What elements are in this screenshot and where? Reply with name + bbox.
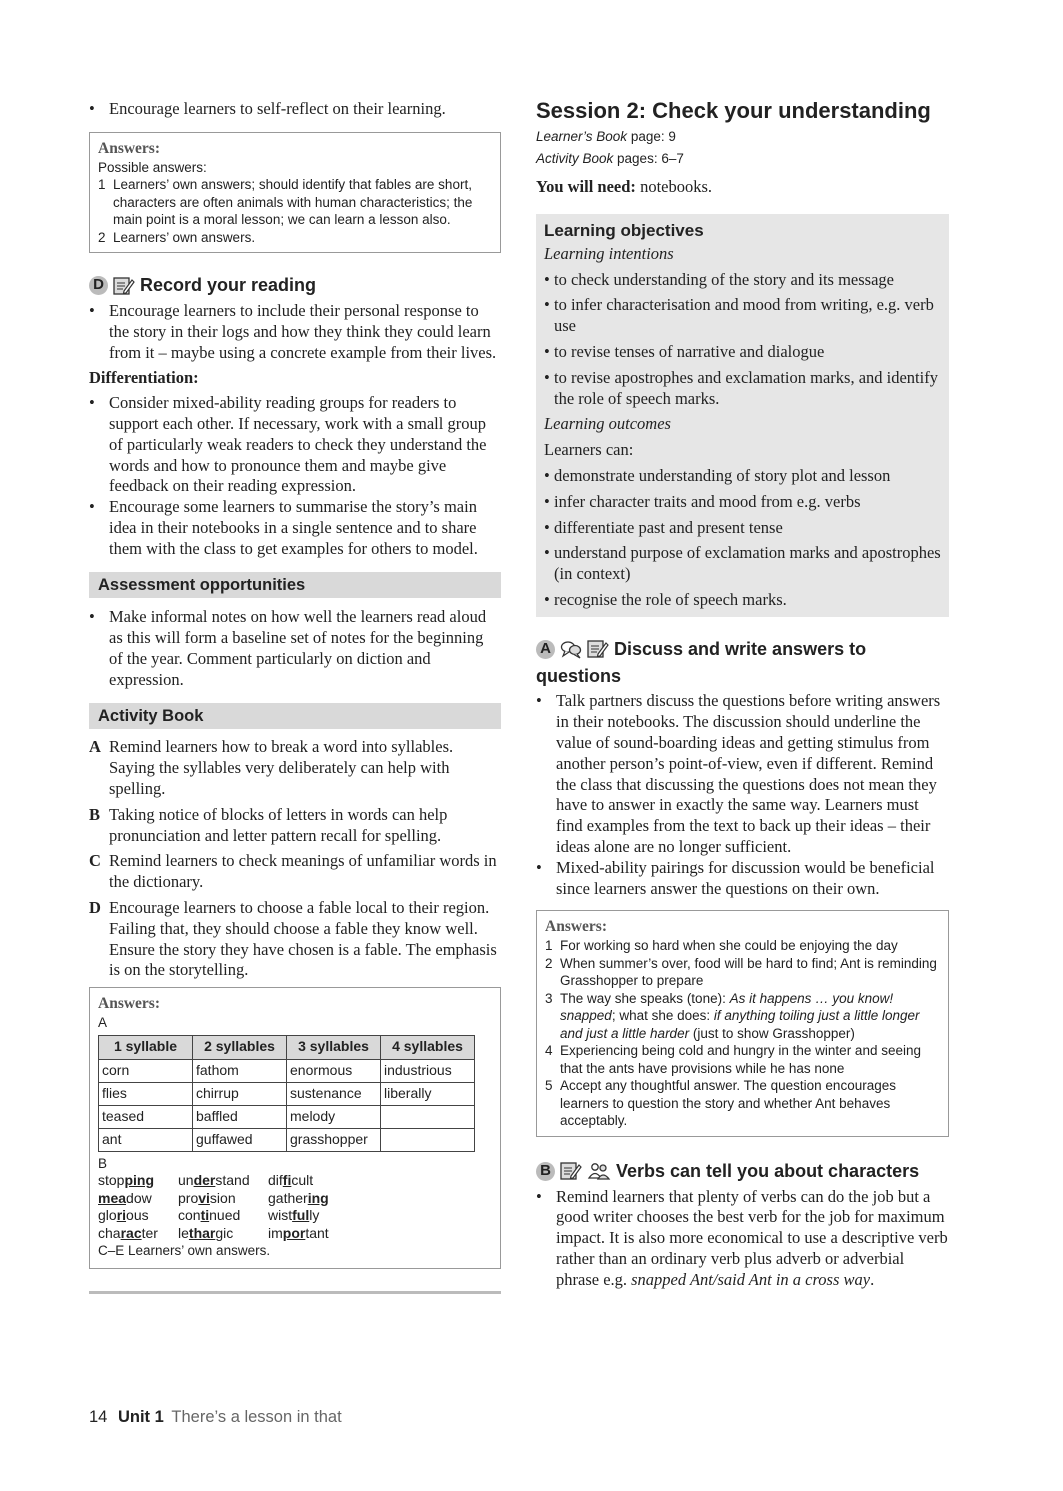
learners-book-line: Learner’s Book page: 9 (536, 129, 676, 144)
answer-item: 5 Accept any thoughtful answer. The question encourages learners to question the story and whether Ant behaves acceptably. (545, 1078, 896, 1129)
differentiation-bullet: • Consider mixed-ability reading groups for readers to support each other. If necessary, work with a small group of particularly weak readers to check they understand the words and how to pronounce them and maybe give feedback on their reading expression. (89, 393, 501, 497)
discuss-bullet: • Mixed-ability pairings for discussion would be beneficial since learners answer the questions on their own. (536, 858, 949, 900)
record-bullets (89, 301, 501, 363)
table-row: ant guffawed grasshopper (99, 1128, 475, 1151)
answers-a-label: A (98, 1015, 108, 1031)
syllable-word: gathering (268, 1189, 329, 1206)
speech-bubbles-icon (560, 639, 582, 659)
answer-item: 1 Learners’ own answers; should identify that fables are short, characters are often animals with human characteristics; the main point is a moral lesson; we can learn a lesson also. (98, 177, 473, 228)
assessment-heading: Assessment opportunities (89, 572, 501, 599)
syllable-word: lethargic (178, 1224, 234, 1241)
answers-box-1 (89, 132, 501, 254)
answers-box-2 (89, 987, 501, 1269)
discuss-title-line1: Discuss and write answers to (614, 638, 867, 659)
unit-label: Unit 1 (117, 1408, 164, 1426)
objectives-heading: Learning objectives (544, 220, 704, 240)
answers-title: Answers: (98, 139, 160, 157)
verbs-title: Verbs can tell you about characters (616, 1160, 920, 1181)
answers-title: Answers: (545, 918, 607, 936)
outcome-item: • understand purpose of exclamation marks and apostrophes (in context) (544, 543, 941, 585)
discuss-bullet: • Talk partners discuss the questions before writing answers in their notebooks. The discussion should underline the value of sound-boarding ideas and getting stimulus from another person’s point-of-view, even if different. Remind the class that discussing the questions does not mean they have to answer in exactly the same way. Learners must find examples from the text to back up their ideas – their ideas alone are no longer sufficient. (536, 691, 949, 857)
assessment-bullet: • Make informal notes on how well the learners read aloud as this will form a baseline set of notes for the beginning of the year. Comment particularly on diction and expression. (89, 607, 501, 690)
intention-item: • to revise tenses of narrative and dialogue (544, 342, 941, 363)
verbs-heading (536, 1161, 949, 1182)
answer-item: 4 Experiencing being cold and hungry in the winter and seeing that the ants have provisions while he has none (545, 1043, 921, 1076)
syllable-word: understand (178, 1172, 250, 1189)
activity-book-list (89, 737, 501, 981)
intentions-list (544, 270, 941, 410)
learning-objectives-box (536, 214, 949, 617)
record-bullet: • Encourage learners to include their personal response to the story in their logs and how they think they could learn from it – maybe using a concrete example from their lives. (89, 301, 501, 363)
activity-book-line: Activity Book pages: 6–7 (536, 151, 684, 166)
table-header: 3 syllables (287, 1035, 381, 1059)
column-rule (89, 1291, 501, 1294)
syllable-word: continued (178, 1207, 241, 1224)
activity-book-heading: Activity Book (89, 703, 501, 730)
table-row: teased baffled melody (99, 1105, 475, 1128)
outcome-item: • demonstrate understanding of story plot and lesson (544, 466, 941, 487)
activity-item: B Taking notice of blocks of letters in words can help pronunciation and letter pattern recall for spelling. (89, 804, 448, 845)
syllable-word: important (268, 1224, 329, 1241)
intro-bullet: • Encourage learners to self-reflect on their learning. (89, 99, 501, 120)
d-badge-icon: D (89, 276, 108, 295)
learners-can: Learners can: (544, 440, 634, 460)
assessment-bullets (89, 607, 501, 690)
syllable-table (98, 1035, 475, 1152)
outcome-item: • recognise the role of speech marks. (544, 590, 941, 611)
left-column (89, 96, 501, 1294)
answers-title: Answers: (98, 995, 160, 1013)
table-header: 1 syllable (99, 1035, 193, 1059)
write-icon (560, 1161, 582, 1181)
write-icon (587, 639, 609, 659)
discuss-heading (536, 639, 949, 660)
outcomes-list (544, 466, 941, 611)
table-row: flies chirrup sustenance liberally (99, 1082, 475, 1105)
table-row: corn fathom enormous industrious (99, 1059, 475, 1082)
answer-item: 2 Learners’ own answers. (98, 229, 256, 245)
verbs-bullets (536, 1187, 949, 1291)
syllable-word: meadow (98, 1189, 152, 1206)
outcome-item: • differentiate past and present tense (544, 518, 941, 539)
possible-answers-label: Possible answers: (98, 159, 207, 175)
discuss-title-line2: questions (536, 665, 622, 686)
verbs-bullet: • Remind learners that plenty of verbs can do the job but a good writer chooses the best verb for the job for maximum impact. It is also more economical to use a descriptive verb rather than an ordinary verb plus adverb or adverbial phrase e.g. snapped Ant/said Ant in a cross way. (536, 1187, 949, 1291)
page-footer (89, 1408, 342, 1427)
activity-item: C Remind learners to check meanings of unfamiliar words in the dictionary. (89, 851, 497, 892)
intro-bullet-list (89, 99, 501, 120)
discuss-bullets (536, 691, 949, 899)
answers-b-label: B (98, 1155, 108, 1171)
record-reading-title: Record your reading (140, 275, 317, 296)
intention-item: • to infer characterisation and mood from writing, e.g. verb use (544, 295, 941, 337)
differentiation-bullet: • Encourage some learners to summarise the story’s main idea in their notebooks in a single sentence and to share them with the class to get examples for others to model. (89, 497, 501, 559)
outcomes-label: Learning outcomes (544, 414, 671, 434)
syllable-word: wistfully (268, 1207, 320, 1224)
differentiation-bullets (89, 393, 501, 559)
page-number: 14 (89, 1408, 108, 1426)
b-badge-icon: B (536, 1162, 555, 1181)
syllable-word: character (98, 1224, 158, 1241)
activity-item: A Remind learners how to break a word into syllables. Saying the syllables very deliberately can help with spelling. (89, 737, 454, 799)
write-icon (113, 276, 135, 296)
syllable-word: stopping (98, 1172, 155, 1189)
session-title: Session 2: Check your understanding (536, 98, 931, 123)
answer-item: 3 The way she speaks (tone): As it happens … you know! snapped; what she does: if anything toiling just a little longer and just a little harder (just to show Grasshopper) (545, 990, 920, 1041)
syllable-word: difficult (268, 1172, 314, 1189)
record-reading-heading (89, 275, 501, 296)
table-header: 4 syllables (381, 1035, 475, 1059)
right-column (536, 96, 949, 1291)
differentiation-heading: Differentiation: (89, 368, 199, 388)
syllable-word-grid (98, 1172, 492, 1242)
answers-box-3 (536, 910, 949, 1137)
intentions-label: Learning intentions (544, 243, 674, 263)
syllable-word: provision (178, 1189, 236, 1206)
answer-item: 2 When summer’s over, food will be hard to find; Ant is reminding Grasshopper to prepare (545, 955, 937, 989)
intention-item: • to check understanding of the story and its message (544, 270, 941, 291)
a-badge-icon: A (536, 640, 555, 659)
unit-title: There’s a lesson in that (171, 1408, 342, 1426)
answer-item: 1 For working so hard when she could be enjoying the day (545, 938, 898, 954)
intention-item: • to revise apostrophes and exclamation marks, and identify the role of speech marks. (544, 368, 941, 410)
outcome-item: • infer character traits and mood from e.g. verbs (544, 492, 941, 513)
pair-work-icon (587, 1161, 611, 1181)
you-will-need: You will need: notebooks. (536, 177, 713, 196)
answers-ce: C–E Learners’ own answers. (98, 1243, 271, 1259)
activity-item: D Encourage learners to choose a fable local to their region. Failing that, they should choose a fable they know well. Ensure the story they have chosen is a fable. The emphasis is on the storytelling. (89, 898, 497, 980)
table-header: 2 syllables (193, 1035, 287, 1059)
syllable-word: glorious (98, 1207, 149, 1224)
